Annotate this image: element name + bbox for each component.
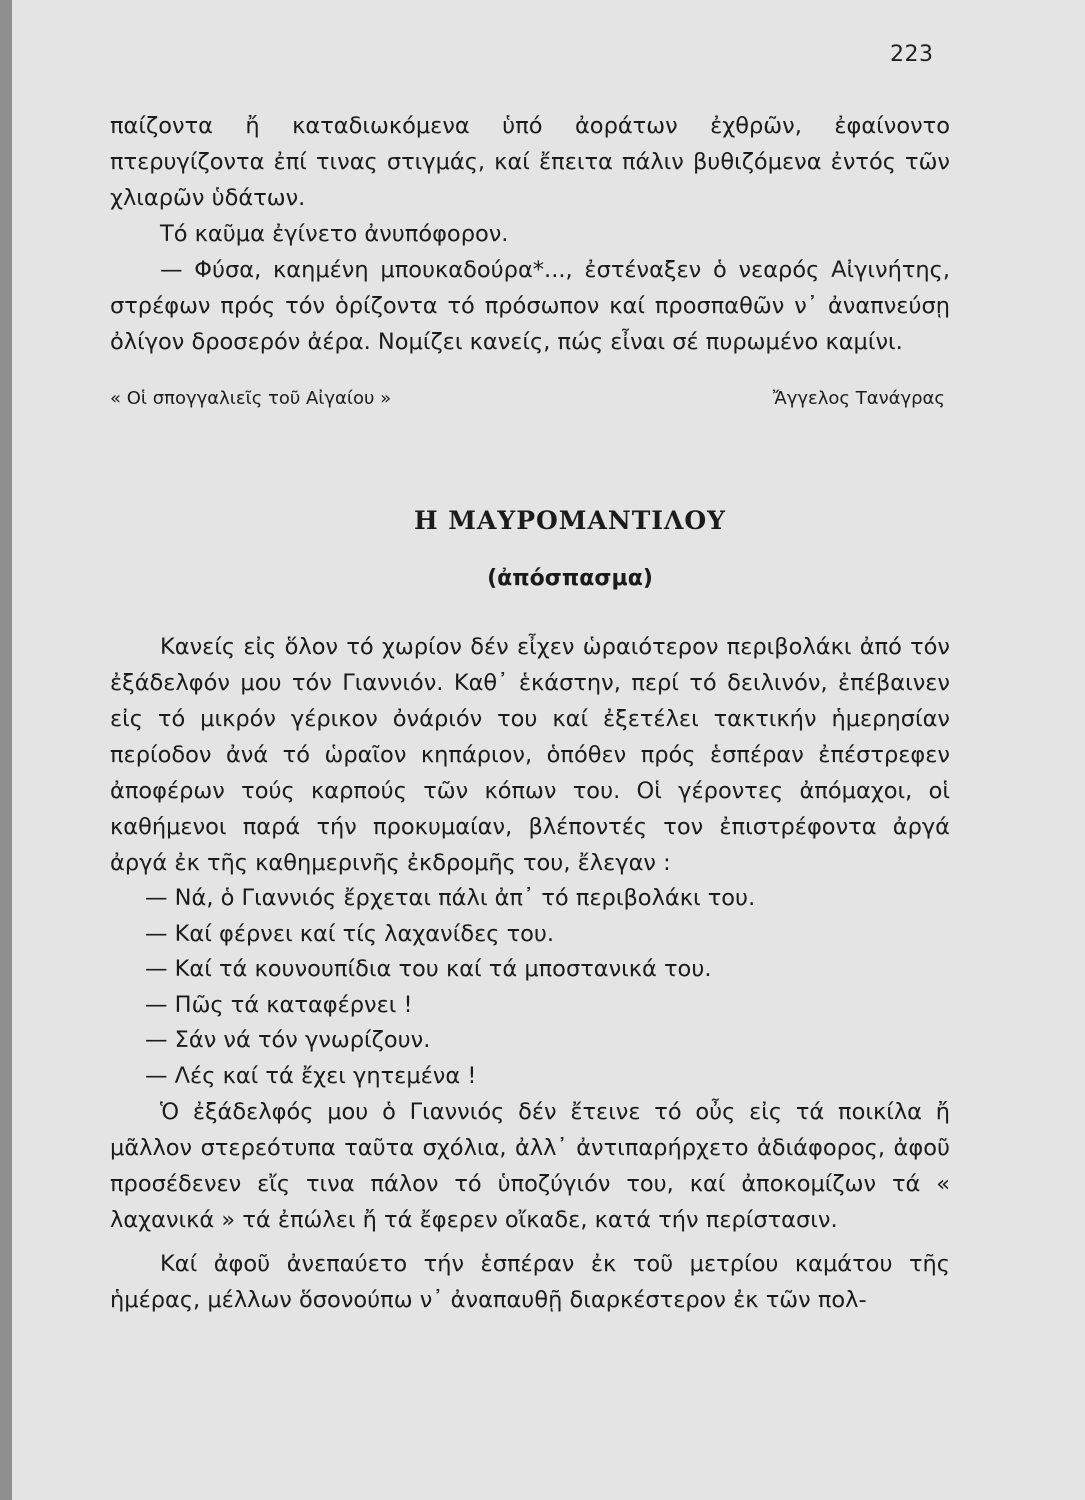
source-title: « Οἱ σπογγαλιεῖς τοῦ Αἰγαίου » bbox=[110, 388, 392, 409]
previous-paragraph-3: — Φύσα, καημένη μπουκαδούρα*..., ἐστέναξεν ὁ νεαρός Αἰγινήτης, στρέφων πρός τόν ὁρίζοντα τό πρόσωπον καί προσπαθῶν ν᾽ ἀναπνεύσῃ ὀλίγον δροσερόν ἀέρα. Νομίζει κανείς, πώς εἶναι σέ πυρωμένο καμίνι. bbox=[110, 257, 950, 355]
article-subtitle: (ἀπόσπασμα) bbox=[487, 566, 653, 591]
dialogue-line: — Νά, ὁ Γιαννιός ἔρχεται πάλι ἀπ᾽ τό περιβολάκι του. bbox=[145, 885, 756, 911]
previous-piece-text bbox=[110, 108, 950, 360]
previous-paragraph-2: Τό καῦμα ἐγίνετο ἀνυπόφορον. bbox=[160, 221, 509, 247]
article-title: Η ΜΑΥΡΟΜΑΝΤΙΛΟΥ bbox=[413, 506, 727, 535]
article-paragraph-3: Καί ἀφοῦ ἀνεπαύετο τήν ἑσπέραν ἐκ τοῦ μετρίου καμάτου τῆς ἡμέρας, μέλλων ὅσονούπω ν᾽ ἀναπαυθῇ διαρκέστερον ἐκ τῶν πολ- bbox=[110, 1251, 950, 1313]
dialogue-line: — Πῶς τά καταφέρνει ! bbox=[145, 991, 413, 1018]
dialogue-line: — Σάν νά τόν γνωρίζουν. bbox=[145, 1027, 431, 1053]
dialogue-line: — Καί φέρνει καί τίς λαχανίδες του. bbox=[145, 920, 555, 947]
source-citation bbox=[110, 388, 945, 409]
dialogue-line: — Λές καί τά ἔχει γητεμένα ! bbox=[145, 1062, 477, 1089]
article-paragraph-2: Ὁ ἐξάδελφός μου ὁ Γιαννιός δέν ἔτεινε τό οὖς εἰς τά ποικίλα ἤ μᾶλλον στερεότυπα ταῦτα σχόλια, ἀλλ᾽ ἀντιπαρήρχετο ἀδιάφορος, ἀφοῦ προσέδενεν εἴς τινα πάλον τό ὑποζύγιόν του, καί ἀποκομίζων τά « λαχανικά » τά ἐπώλει ἤ τά ἔφερεν οἴκαδε, κατά τήν περίστασιν. bbox=[110, 1099, 950, 1233]
page-binding-edge bbox=[0, 0, 12, 1500]
article-body bbox=[110, 629, 950, 1318]
dialogue-list bbox=[110, 881, 950, 1094]
dialogue-line: — Καί τά κουνουπίδια του καί τά μποστανικά του. bbox=[145, 956, 712, 982]
page-number: 223 bbox=[890, 42, 934, 67]
article-intro-paragraph: Κανείς εἰς ὅλον τό χωρίον δέν εἶχεν ὡραιότερον περιβολάκι ἀπό τόν ἐξάδελφόν μου τόν Γιαννιόν. Καθ᾽ ἑκάστην, περί τό δειλινόν, ἐπέβαινεν εἰς τό μικρόν γέρικον ὀνάριόν του καί ἐξετέλει τακτικήν ἡμερησίαν περίοδον ἀνά τό ὡραῖον κηπάριον, ὁπόθεν πρός ἑσπέραν ἐπέστρεφεν ἀποφέρων τούς καρπούς τῶν κόπων του. Οἱ γέροντες ἀπόμαχοι, οἱ καθήμενοι παρά τήν προκυμαίαν, βλέποντές τον ἐπιστρέφοντα ἀργά ἀργά ἐκ τῆς καθημερινῆς ἐκδρομῆς του, ἔλεγαν : bbox=[110, 634, 950, 876]
source-author: Ἄγγελος Τανάγρας bbox=[772, 388, 945, 409]
previous-paragraph-1: παίζοντα ἤ καταδιωκόμενα ὑπό ἀοράτων ἐχθρῶν, ἐφαίνοντο πτερυγίζοντα ἐπί τινας στιγμάς, καί ἔπειτα πάλιν βυθιζόμενα ἐντός τῶν χλιαρῶν ὑδάτων. bbox=[110, 113, 950, 211]
